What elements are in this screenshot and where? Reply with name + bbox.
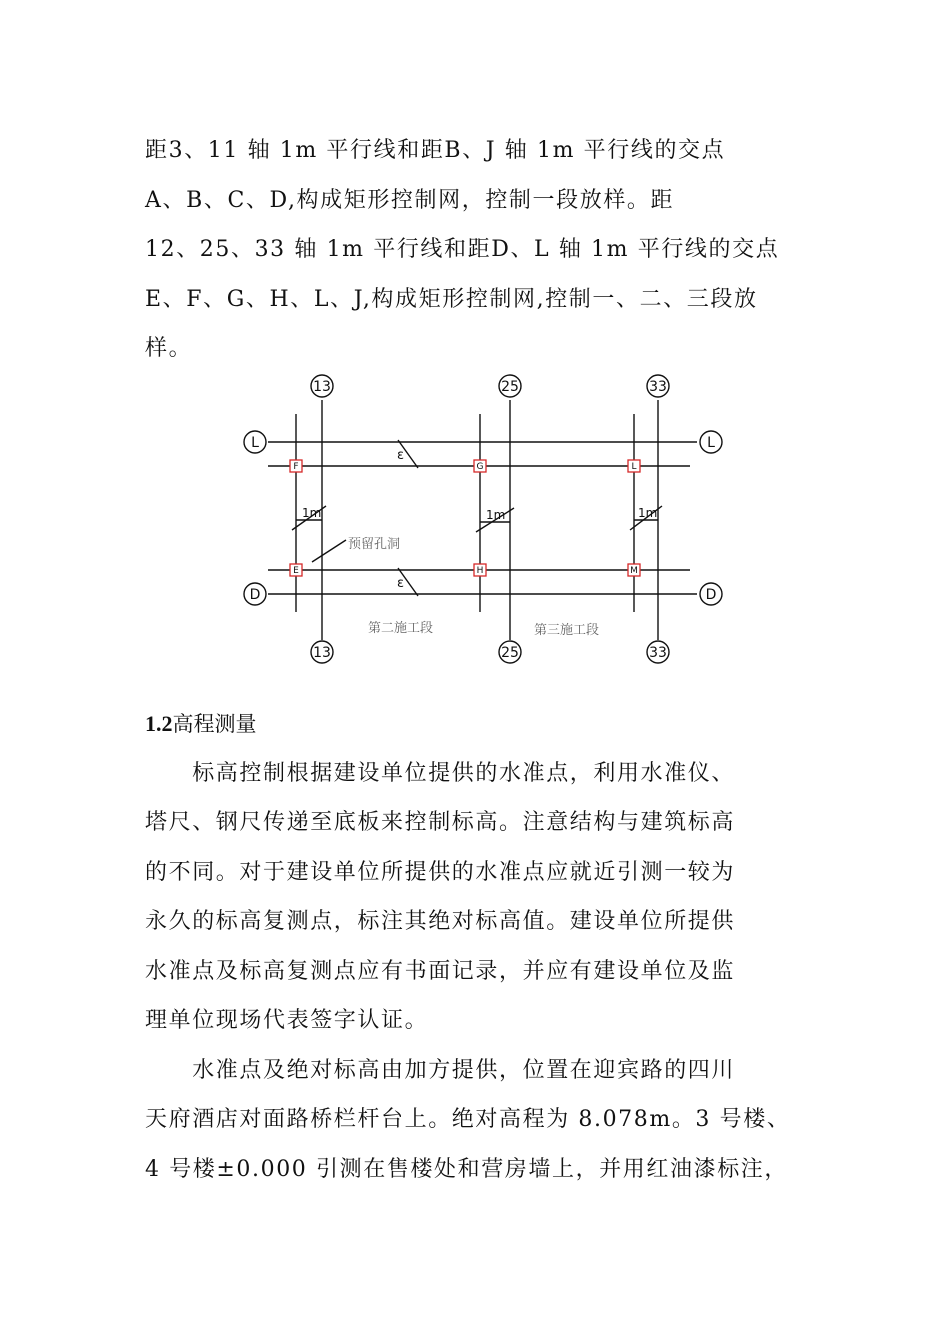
- paragraph-1-line-2: A、B、C、D,构成矩形控制网，控制一段放样。距: [145, 188, 675, 213]
- point-label-H: H: [476, 566, 484, 576]
- paragraph-1-line-4: E、F、G、H、L、J,构成矩形控制网,控制一、二、三段放: [145, 287, 758, 312]
- axis-label-13-top: 13: [313, 379, 331, 395]
- axis-label-25-top: 25: [501, 379, 519, 395]
- paragraph-2-line-6: 理单位现场代表签字认证。: [145, 1008, 429, 1033]
- hole-leader: [312, 540, 346, 562]
- section-number: 1.2: [145, 711, 173, 736]
- paragraph-3-line-2: 天府酒店对面路桥栏杆台上。绝对高程为 8.078m。3 号楼、: [145, 1107, 791, 1132]
- paragraph-1-line-1: 距3、11 轴 1m 平行线和距B、J 轴 1m 平行线的交点: [145, 138, 726, 163]
- dim-label-1: 1m: [302, 506, 322, 520]
- paragraph-1-line-5: 样。: [145, 336, 193, 361]
- paragraph-2-line-4: 永久的标高复测点，标注其绝对标高值。建设单位所提供: [145, 909, 736, 934]
- label-section-3: 第三施工段: [534, 623, 600, 638]
- paragraph-2-line-3: 的不同。对于建设单位所提供的水准点应就近引测一较为: [145, 860, 736, 885]
- paragraph-2-line-5: 水准点及标高复测点应有书面记录，并应有建设单位及监: [145, 959, 736, 984]
- point-label-L: L: [631, 462, 637, 472]
- axis-label-33-bottom: 33: [649, 645, 667, 661]
- eps-mark-upper: ε: [397, 448, 405, 463]
- paragraph-1-line-3: 12、25、33 轴 1m 平行线和距D、L 轴 1m 平行线的交点: [145, 237, 780, 262]
- section-heading: [145, 710, 257, 738]
- axis-label-L-left: L: [251, 435, 259, 451]
- section-title: 高程测量: [172, 712, 257, 736]
- axis-label-D-left: D: [249, 587, 261, 603]
- dim-label-2: 1m: [486, 508, 506, 522]
- eps-mark-lower: ε: [397, 576, 405, 591]
- point-label-G: G: [476, 462, 484, 472]
- axis-label-13-bottom: 13: [313, 645, 331, 661]
- point-label-F: F: [293, 462, 299, 472]
- point-label-E: E: [293, 566, 299, 576]
- paragraph-2-line-2: 塔尺、钢尺传递至底板来控制标高。注意结构与建筑标高: [145, 810, 736, 835]
- paragraph-2-line-1: 标高控制根据建设单位提供的水准点，利用水准仪、: [145, 761, 736, 786]
- paragraph-3-line-1: 水准点及绝对标高由加方提供，位置在迎宾路的四川: [145, 1058, 736, 1083]
- axis-label-33-top: 33: [649, 379, 667, 395]
- axis-label-D-right: D: [705, 587, 717, 603]
- annotation-reserved-hole: 预留孔洞: [348, 537, 401, 552]
- label-section-2: 第二施工段: [368, 621, 434, 636]
- control-network-diagram: [0, 360, 950, 680]
- dim-label-3: 1m: [638, 506, 658, 520]
- paragraph-3-line-3: 4 号楼±0.000 引测在售楼处和营房墙上，并用红油漆标注，: [145, 1157, 788, 1182]
- axis-label-25-bottom: 25: [501, 645, 519, 661]
- axis-label-L-right: L: [707, 435, 715, 451]
- point-label-M: M: [630, 566, 638, 576]
